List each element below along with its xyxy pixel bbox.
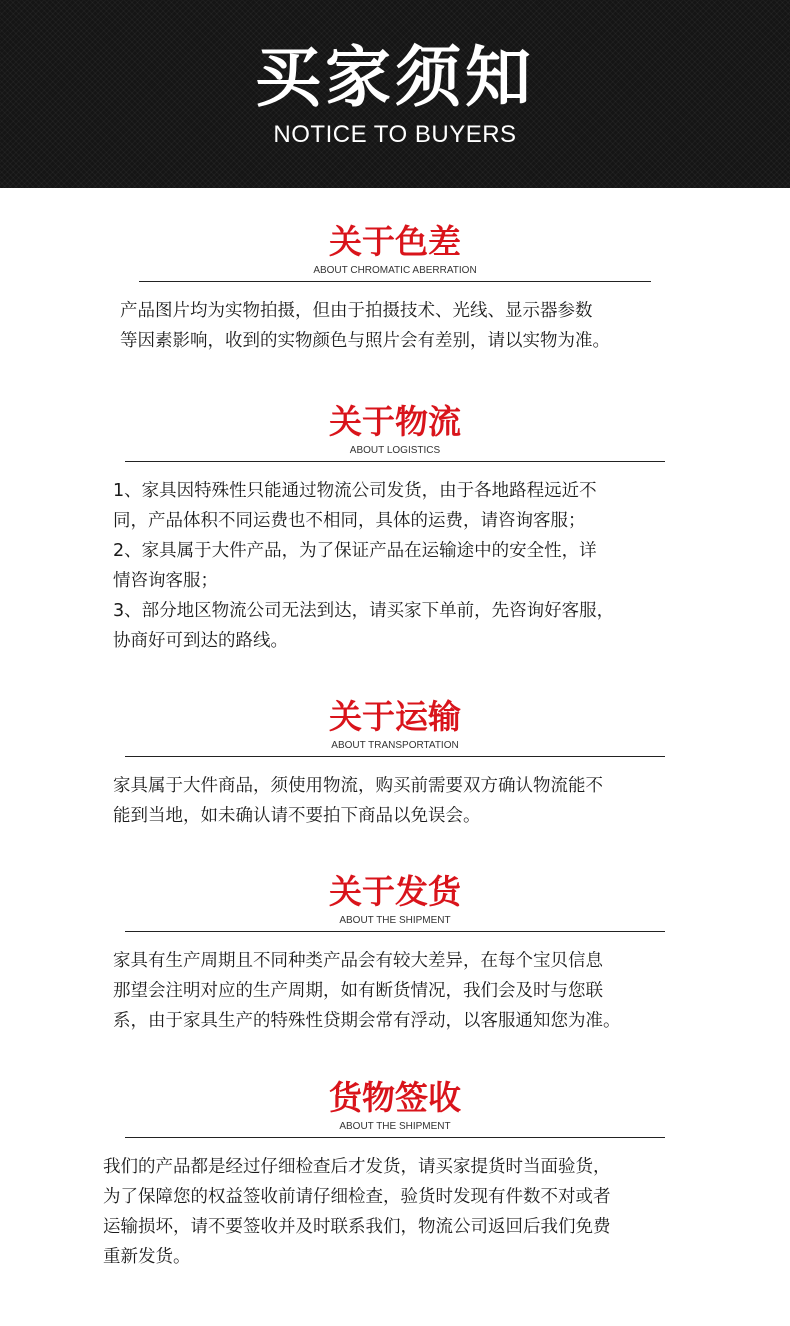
body-line: 能到当地，如未确认请不要拍下商品以免误会。 — [113, 806, 481, 826]
body-line: 2、家具属于大件产品，为了保证产品在运输途中的安全性，详 — [113, 541, 597, 561]
section-divider — [139, 281, 651, 282]
section-subtitle: ABOUT CHROMATIC ABERRATION — [313, 265, 477, 276]
section-title: 关于色差 — [329, 222, 461, 261]
body-line: 运输损坏，请不要签收并及时联系我们，物流公司返回后我们免费 — [103, 1217, 611, 1237]
section-subtitle: ABOUT LOGISTICS — [349, 445, 441, 456]
body-line: 我们的产品都是经过仔细检查后才发货，请买家提货时当面验货， — [103, 1157, 611, 1177]
section-divider — [125, 1137, 665, 1138]
section-body — [0, 1152, 790, 1272]
section-divider — [125, 931, 665, 932]
section-divider — [125, 461, 665, 462]
section-subtitle: ABOUT TRANSPORTATION — [331, 740, 459, 751]
page-title: 买家须知 — [255, 39, 535, 116]
body-line: 为了保障您的权益签收前请仔细检查，验货时发现有件数不对或者 — [103, 1187, 611, 1207]
body-line: 协商好可到达的路线。 — [113, 631, 288, 651]
section-subtitle: ABOUT THE SHIPMENT — [339, 915, 451, 926]
body-line: 家具属于大件商品，须使用物流，购买前需要双方确认物流能不 — [113, 776, 603, 796]
body-line: 情咨询客服； — [113, 571, 218, 591]
section-color-difference — [0, 222, 790, 356]
page-subtitle: NOTICE TO BUYERS — [273, 121, 517, 148]
body-line: 3、部分地区物流公司无法到达，请买家下单前，先咨询好客服， — [113, 601, 615, 621]
section-divider — [125, 756, 665, 757]
section-title: 关于物流 — [329, 402, 461, 441]
body-line: 重新发货。 — [103, 1247, 191, 1267]
body-line: 产品图片均为实物拍摄，但由于拍摄技术、光线、显示器参数 — [120, 301, 593, 321]
section-body — [0, 946, 790, 1036]
section-body — [0, 476, 790, 656]
section-logistics — [0, 402, 790, 656]
body-line: 家具有生产周期且不同种类产品会有较大差异，在每个宝贝信息 — [113, 951, 603, 971]
body-line: 系，由于家具生产的特殊性贷期会常有浮动，以客服通知您为准。 — [113, 1011, 621, 1031]
section-shipment — [0, 872, 790, 1036]
section-goods-receipt — [0, 1078, 790, 1272]
body-line: 1、家具因特殊性只能通过物流公司发货，由于各地路程远近不 — [113, 481, 597, 501]
section-title: 关于运输 — [329, 697, 461, 736]
section-body — [0, 771, 790, 831]
body-line: 那望会注明对应的生产周期，如有断货情况，我们会及时与您联 — [113, 981, 603, 1001]
body-line: 同，产品体积不同运费也不相同，具体的运费，请咨询客服； — [113, 511, 586, 531]
section-transportation — [0, 697, 790, 831]
body-line: 等因素影响，收到的实物颜色与照片会有差别，请以实物为准。 — [120, 331, 610, 351]
notice-header-banner — [0, 0, 790, 188]
section-title: 货物签收 — [329, 1078, 461, 1117]
section-title: 关于发货 — [329, 872, 461, 911]
section-subtitle: ABOUT THE SHIPMENT — [339, 1121, 451, 1132]
section-body — [0, 296, 790, 356]
